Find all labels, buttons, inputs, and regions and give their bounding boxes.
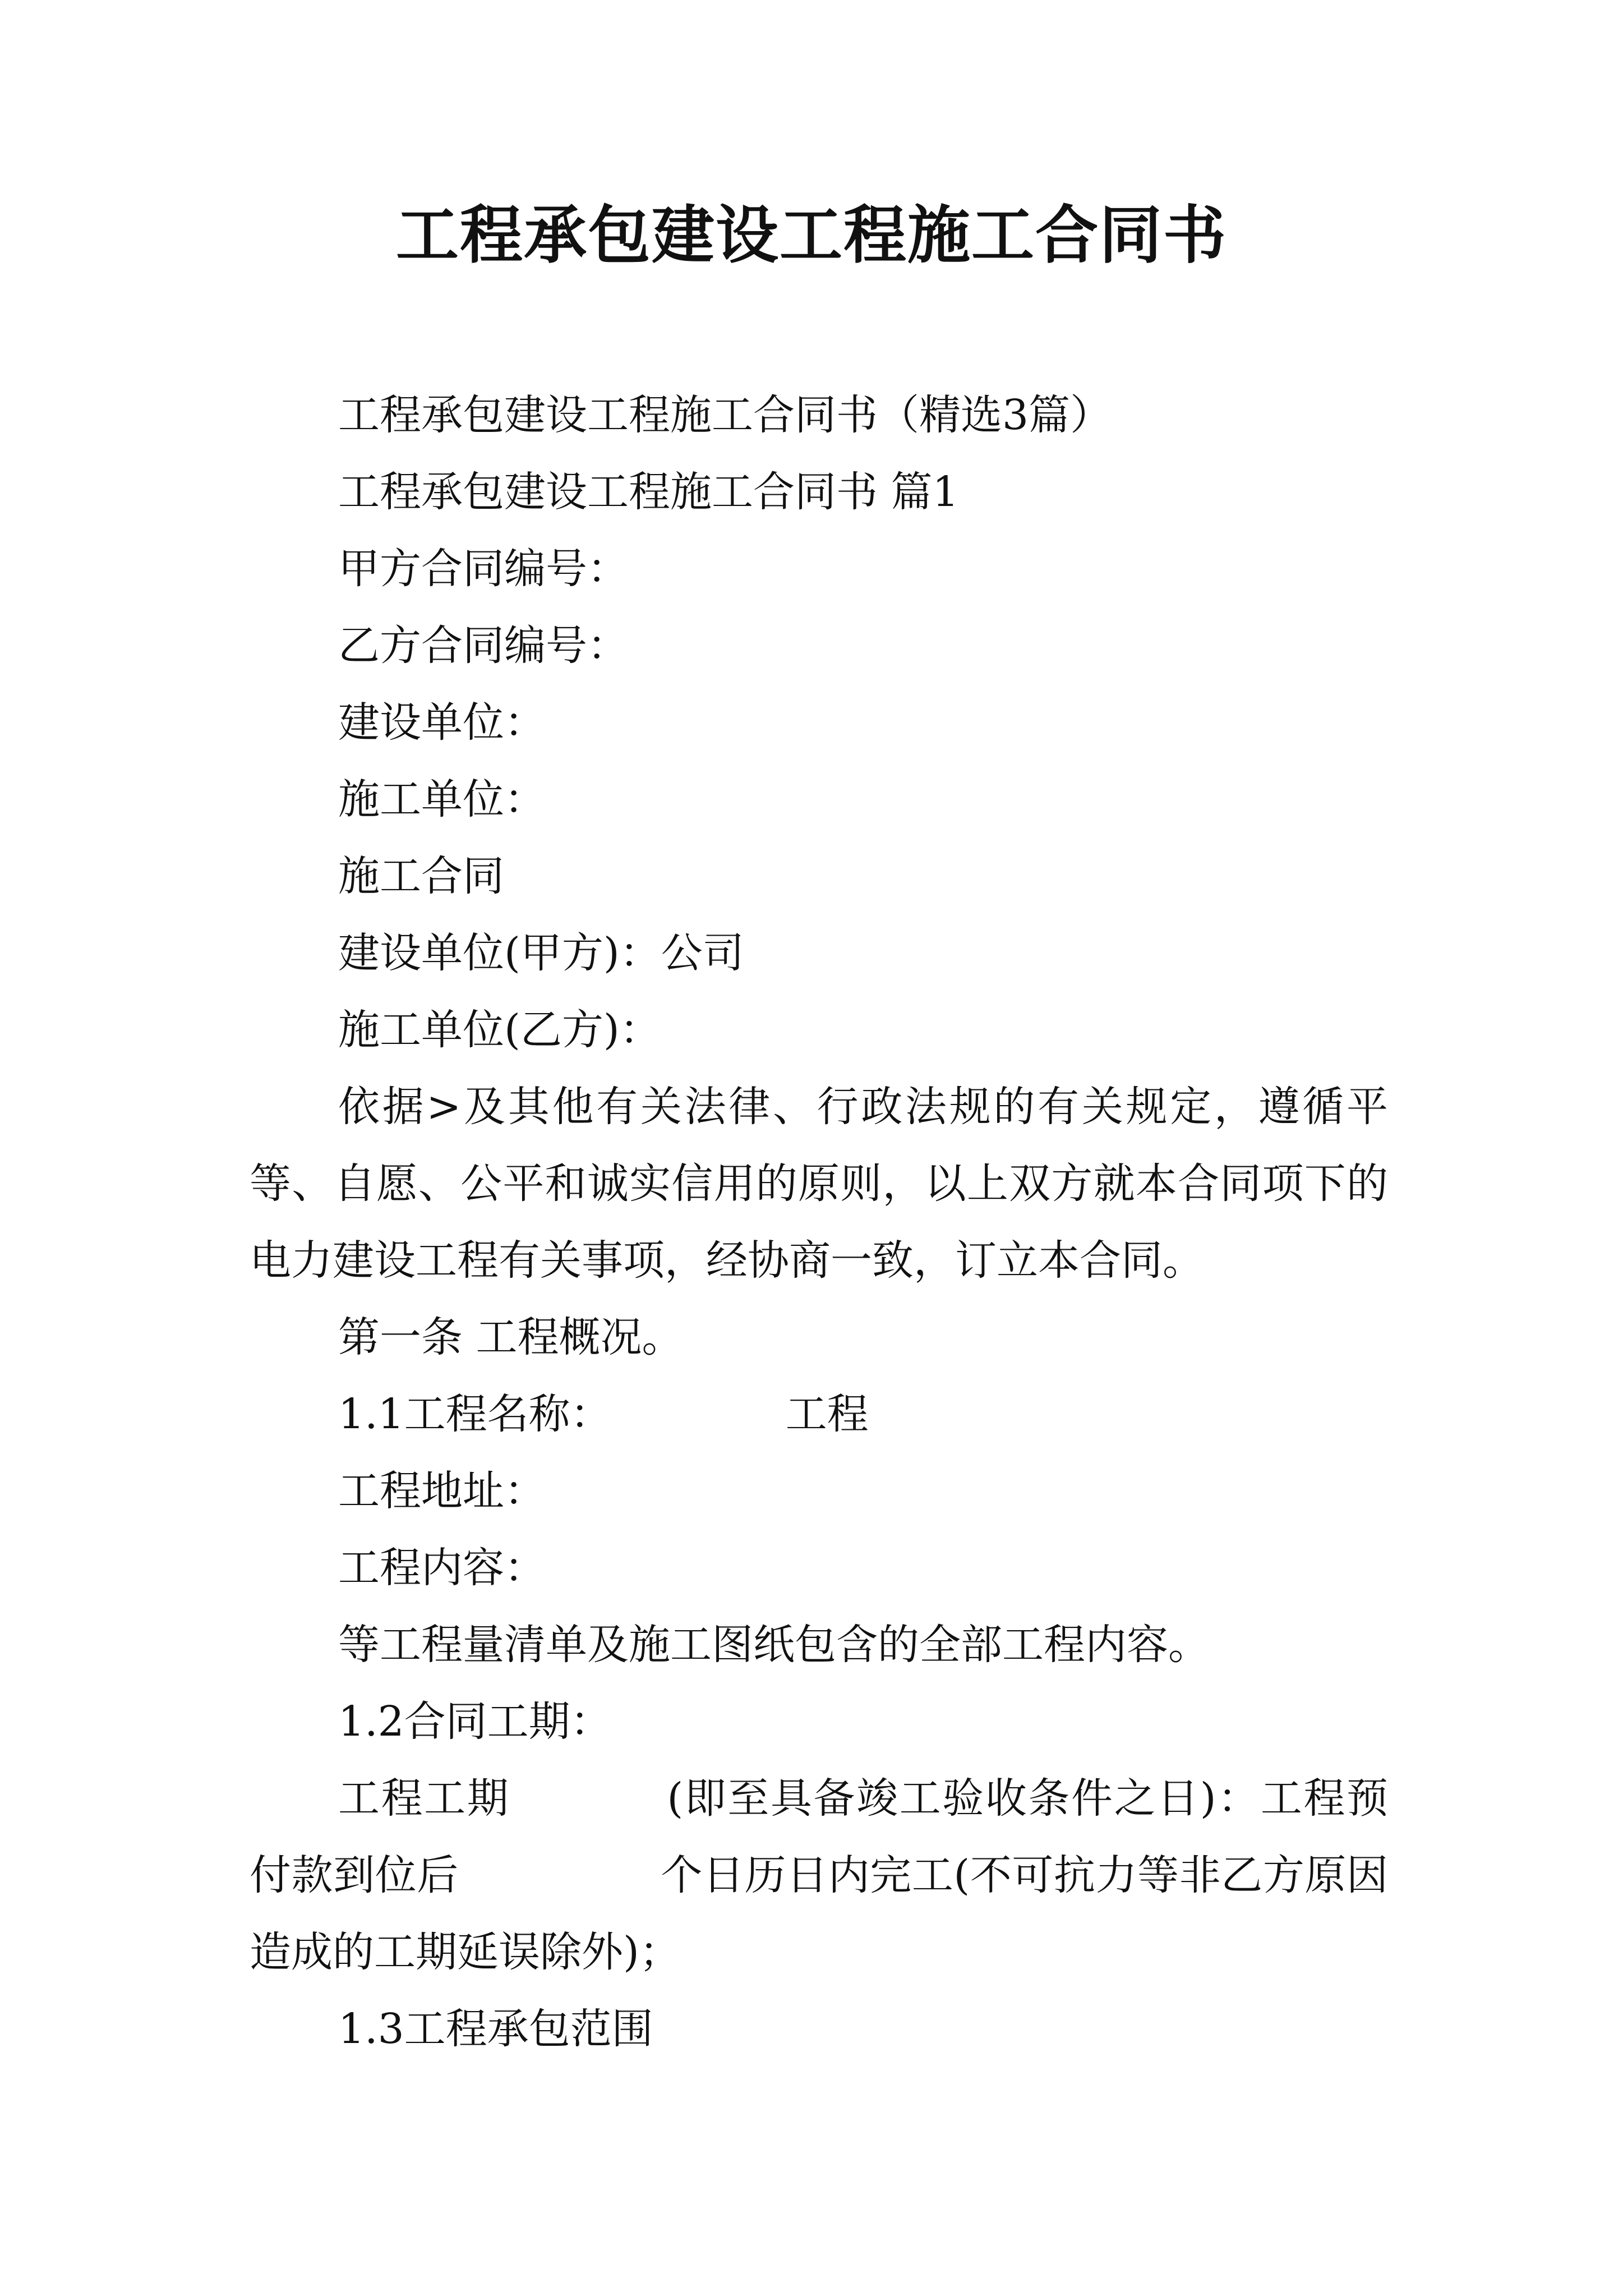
paragraph-construction-unit: 建设单位： — [338, 698, 546, 747]
project-name-value: 工程 — [785, 1390, 869, 1438]
paragraph-contract-label: 施工合同 — [338, 852, 504, 900]
paragraph-party-a-contract-no: 甲方合同编号： — [338, 545, 629, 593]
period-detail-part-a: 工程工期 — [338, 1774, 510, 1823]
period-detail-part-b: (即至具备竣工验收条件之日)：工程预付款到位后 — [250, 1774, 1388, 1899]
paragraph-project-address: 工程地址： — [338, 1467, 546, 1515]
paragraph-contract-period: 1.2合同工期： — [338, 1697, 612, 1746]
paragraph-project-content: 工程内容： — [338, 1544, 546, 1592]
paragraph-party-b: 施工单位(乙方)： — [338, 1006, 661, 1054]
document-title: 工程承包建设工程施工合同书 — [396, 199, 1227, 272]
paragraph-contractor-unit: 施工单位： — [338, 775, 546, 823]
paragraph-basis: 依据>及其他有关法律、行政法规的有关规定，遵循平等、自愿、公平和诚实信用的原则，以上双方就本合同项下的电力建设工程有关事项，经协商一致，订立本合同。 — [250, 1083, 1388, 1285]
document-body — [250, 377, 1388, 2068]
paragraph-section-heading: 工程承包建设工程施工合同书 篇1 — [338, 468, 959, 516]
paragraph-party-b-contract-no: 乙方合同编号： — [338, 622, 629, 670]
paragraph-period-detail — [250, 1760, 1388, 1991]
paragraph-project-name — [250, 1376, 1388, 1453]
paragraph-article-one: 第一条 工程概况。 — [338, 1313, 684, 1361]
paragraph-project-scope-note: 等工程量清单及施工图纸包含的全部工程内容。 — [338, 1621, 1210, 1669]
paragraph-scope-heading: 1.3工程承包范围 — [338, 2005, 653, 2053]
paragraph-subtitle: 工程承包建设工程施工合同书（精选3篇） — [338, 391, 1112, 439]
project-name-label: 1.1工程名称： — [338, 1390, 612, 1438]
period-detail-part-c: 个日历日内完工(不可抗力等非乙方原因造成的工期延误除外)； — [250, 1851, 1388, 1976]
paragraph-party-a: 建设单位(甲方)：公司 — [338, 929, 744, 977]
